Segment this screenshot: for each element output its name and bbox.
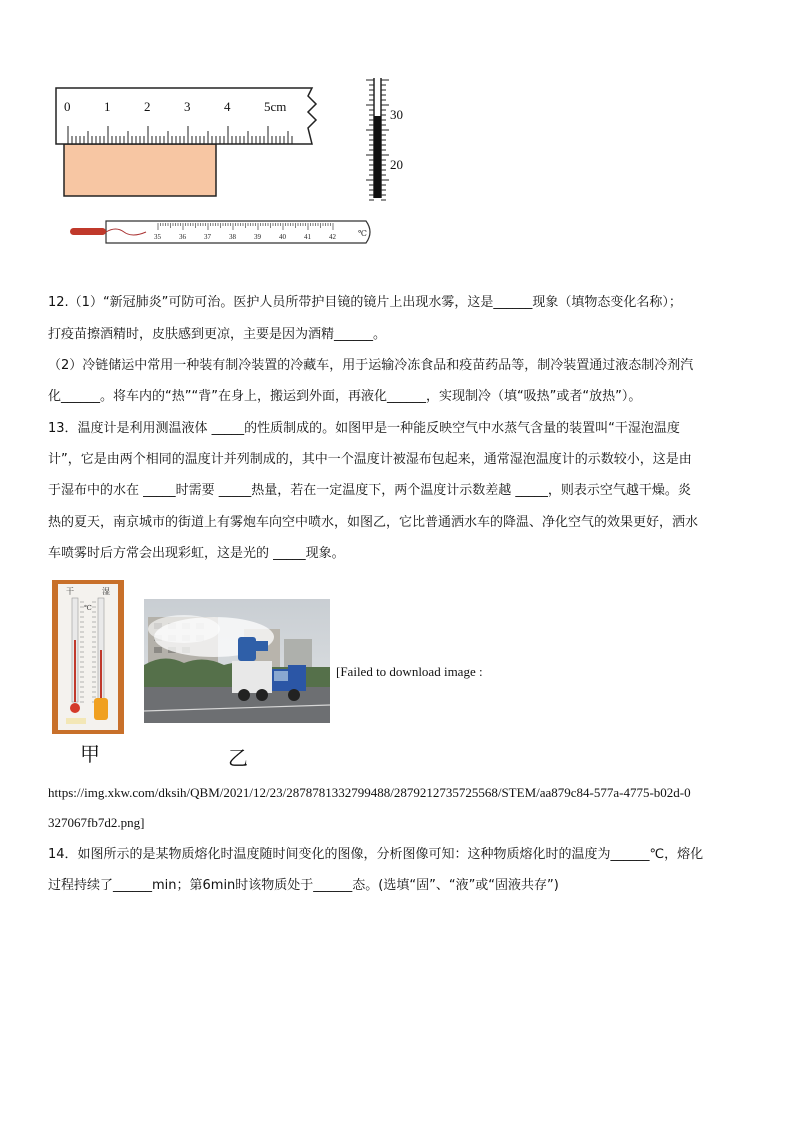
q12-line-2: 打疫苗擦酒精时，皮肤感到更凉，主要是因为酒精______。 xyxy=(48,327,387,342)
clinical-tick-label: 39 xyxy=(254,233,261,241)
clinical-tick-label: 35 xyxy=(154,233,161,241)
wall-thermometer-figure xyxy=(352,56,412,202)
svg-text:湿: 湿 xyxy=(102,587,110,596)
svg-text:℃: ℃ xyxy=(84,604,92,612)
ruler-tick-label: 2 xyxy=(144,99,151,114)
sprayer-truck-photo xyxy=(144,599,330,723)
ruler-tick-label: 3 xyxy=(184,99,191,114)
liquid-column xyxy=(374,116,381,198)
clinical-thermometer-figure xyxy=(66,217,378,247)
failed-image-url-line-1: https://img.xkw.com/dksih/QBM/2021/12/23/2878781332799488/2879212735725568/STEM/aa879c84-577a-4775-b02d-0 xyxy=(48,785,691,800)
label-30: 30 xyxy=(390,107,403,122)
q12-line-1: 12.（1）“新冠肺炎”可防可治。医护人员所带护目镜的镜片上出现水雾，这是______现象（填物态变化名称）； xyxy=(48,295,682,310)
clinical-tick-label: 38 xyxy=(229,233,236,241)
q13-line-2: 计”，它是由两个相同的温度计并列制成的，其中一个温度计被湿布包起来，通常湿泡温度计的示数较小，这是由 xyxy=(48,452,692,467)
q13-line-5: 车喷雾时后方常会出现彩虹，这是光的 _____现象。 xyxy=(48,546,345,561)
clinical-tick-label: 42 xyxy=(329,233,336,241)
q14-line-1: 14．如图所示的是某物质熔化时温度随时间变化的图像，分析图像可知：这种物质熔化时的温度为______℃，熔化 xyxy=(48,847,704,862)
hygrometer-photo xyxy=(52,580,124,734)
clinical-tick-label: 40 xyxy=(279,233,286,241)
ruler-tick-label: 4 xyxy=(224,99,231,114)
clinical-tick-label: 41 xyxy=(304,233,311,241)
ruler-tick-label: 5cm xyxy=(264,99,287,114)
figure-yi-caption: 乙 xyxy=(228,746,248,770)
q12-line-3: （2）冷链储运中常用一种装有制冷装置的冷藏车，用于运输冷冻食品和疫苗药品等，制冷装置通过液态制冷剂汽 xyxy=(48,358,694,373)
clinical-unit: ℃ xyxy=(358,229,367,238)
ruler-body xyxy=(56,88,316,144)
q13-line-1: 13．温度计是利用测温液体 _____的性质制成的。如图甲是一种能反映空气中水蒸气含量的装置叫“干湿泡温度 xyxy=(48,421,680,436)
failed-image-notice: [Failed to download image : xyxy=(336,664,483,679)
q13-line-3: 于湿布中的水在 _____时需要 _____热量，若在一定温度下，两个温度计示数差越 _____，则表示空气越干燥。炎 xyxy=(48,483,691,498)
mercury-bulb xyxy=(70,228,106,235)
svg-text:干: 干 xyxy=(66,587,74,596)
clinical-tick-label: 36 xyxy=(179,233,186,241)
ruler-tick-label: 0 xyxy=(64,99,71,114)
figure-jia-caption: 甲 xyxy=(80,742,100,766)
q14-line-2: 过程持续了______min；第6min时该物质处于______态。(选填“固”、“液”或“固液共存”) xyxy=(48,878,559,893)
failed-image-url-line-2: 327067fb7d2.png] xyxy=(48,815,145,830)
measured-block xyxy=(64,144,216,196)
q13-line-4: 热的夏天，南京城市的街道上有雾炮车向空中喷水，如图乙，它比普通洒水车的降温、净化空气的效果更好，洒水 xyxy=(48,515,699,530)
clinical-tick-label: 37 xyxy=(204,233,211,241)
label-20: 20 xyxy=(390,157,403,172)
ruler-tick-label: 1 xyxy=(104,99,111,114)
ruler-figure xyxy=(50,84,325,202)
q12-line-4: 化______。将车内的“热”“背”在身上，搬运到外面，再液化______，实现制冷（填“吸热”或者“放热”）。 xyxy=(48,389,642,404)
